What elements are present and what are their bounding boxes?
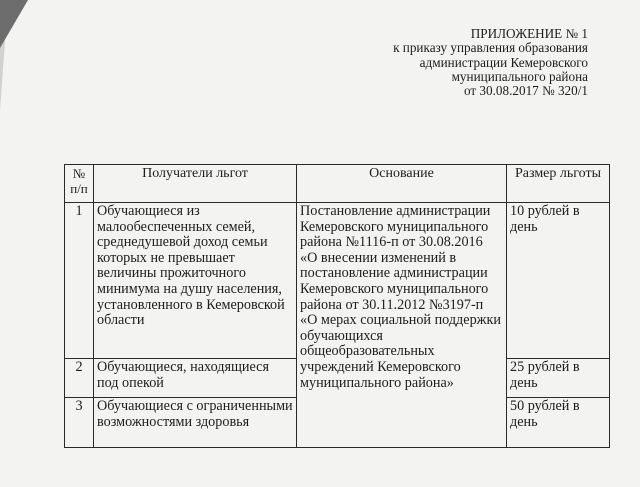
- row-number: 1: [65, 203, 94, 359]
- row-recipients: Обучающиеся из малообеспеченных семей, среднедушевой доход семьи которых не превышает величины прожиточного минимума на душу населения, установленного в Кемеровской области: [94, 203, 297, 359]
- row-recipients: Обучающиеся с ограниченными возможностями здоровья: [94, 398, 297, 448]
- appendix-administration-line: администрации Кемеровского: [419, 54, 588, 70]
- header-number: № п/п: [65, 165, 94, 203]
- table-row: [65, 203, 610, 359]
- row-amount: 10 рублей в день: [507, 203, 610, 359]
- header-recipients: Получатели льгот: [94, 165, 297, 203]
- table-header-row: [65, 165, 610, 203]
- appendix-title: ПРИЛОЖЕНИЕ № 1: [470, 26, 588, 41]
- row-amount: 25 рублей в день: [507, 359, 610, 398]
- benefits-table: [64, 164, 610, 448]
- row-number: 3: [65, 398, 94, 448]
- appendix-order-line: к приказу управления образования: [393, 40, 588, 56]
- row-amount: 50 рублей в день: [507, 398, 610, 448]
- header-amount: Размер льготы: [507, 165, 610, 203]
- row-number: 2: [65, 359, 94, 398]
- header-basis: Основание: [297, 165, 507, 203]
- appendix-header: [348, 27, 588, 98]
- basis-cell: Постановление администрации Кемеровского муниципального района №1116-п от 30.08.2016 «О внесении изменений в постановление администрации Кемеровского муниципального района от 30.11.2012 №3197-п «О мерах социальной поддержки обучающихся общеобразовательных учреждений Кемеровского муниципального района»: [297, 203, 507, 448]
- appendix-district-line: муниципального района: [451, 68, 588, 84]
- scan-corner-shadow: [0, 0, 28, 48]
- appendix-date-line: от 30.08.2017 № 320/1: [463, 83, 588, 99]
- row-recipients: Обучающиеся, находящиеся под опекой: [94, 359, 297, 398]
